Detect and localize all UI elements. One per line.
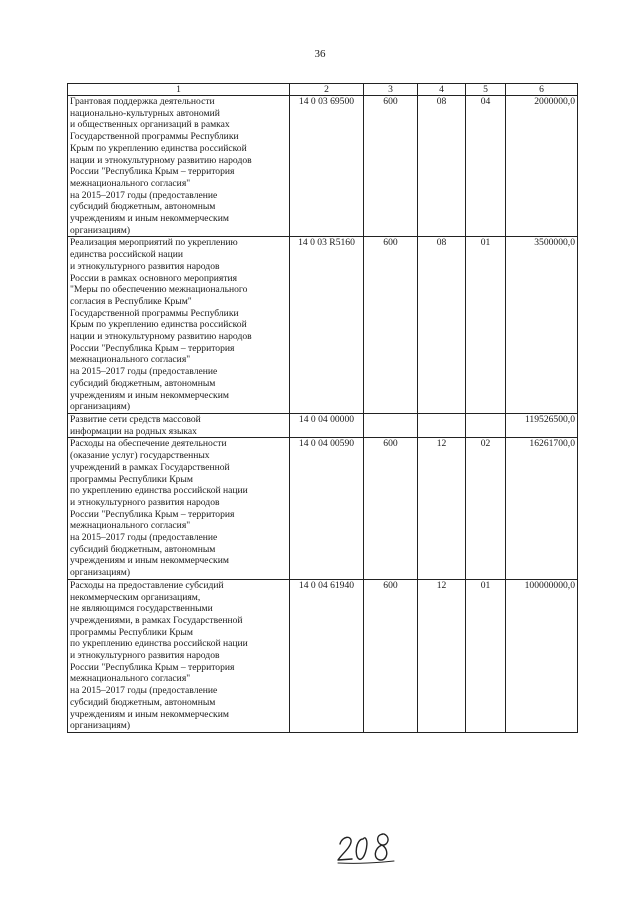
column-header: 5 (466, 84, 506, 96)
description-line: учреждениям и иным некоммерческим (70, 708, 229, 720)
description-line: межнационального согласия" (70, 520, 191, 532)
description-line: на 2015–2017 годы (предоставление (70, 189, 218, 201)
table-header-row (68, 84, 578, 96)
description-line: субсидий бюджетным, автономным (70, 696, 216, 708)
description-line: Реализация мероприятий по укреплению (70, 237, 238, 249)
description-line: на 2015–2017 годы (предоставление (70, 685, 218, 697)
section-cell: 08 (418, 237, 466, 414)
row-description (68, 579, 290, 732)
description-line: учреждениям и иным некоммерческим (70, 213, 229, 225)
column-header: 3 (364, 84, 418, 96)
page-number: 36 (314, 48, 326, 60)
description-line: России "Республика Крым – территория (70, 508, 235, 520)
budget-code-cell: 14 0 03 69500 (290, 96, 364, 237)
description-line: на 2015–2017 годы (предоставление (70, 532, 218, 544)
amount-cell: 16261700,0 (506, 438, 578, 579)
row-description (68, 413, 290, 437)
description-line: учреждений в рамках Государственной (70, 461, 230, 473)
description-line: России "Республика Крым – территория (70, 661, 235, 673)
expense-type-cell: 600 (364, 237, 418, 414)
description-line: Расходы на обеспечение деятельности (70, 438, 227, 450)
description-line: Крым по укреплению единства российской (70, 319, 247, 331)
description-line: программы Республики Крым (70, 473, 193, 485)
description-line: субсидий бюджетным, автономным (70, 543, 216, 555)
description-line: субсидий бюджетным, автономным (70, 201, 216, 213)
description-line: и общественных организаций в рамках (70, 119, 230, 131)
table-body (68, 96, 578, 733)
description-line: России в рамках основного мероприятия (70, 272, 238, 284)
expense-type-cell: 600 (364, 96, 418, 237)
section-cell (418, 413, 466, 437)
description-line: России "Республика Крым – территория (70, 342, 235, 354)
description-line: межнационального согласия" (70, 673, 191, 685)
description-line: и этнокультурного развития народов (70, 650, 220, 662)
description-line: Развитие сети средств массовой (70, 413, 201, 425)
description-line: России "Республика Крым – территория (70, 166, 235, 178)
description-line: Грантовая поддержка деятельности (70, 96, 215, 107)
description-line: и этнокультурного развития народов (70, 260, 220, 272)
budget-code-cell: 14 0 04 61940 (290, 579, 364, 732)
subsection-cell (466, 413, 506, 437)
description-line: по укреплению единства российской нации (70, 638, 248, 650)
column-header: 4 (418, 84, 466, 96)
description-line: межнационального согласия" (70, 354, 191, 366)
section-cell: 12 (418, 438, 466, 579)
description-line: не являющимся государственными (70, 603, 213, 615)
table-row (68, 438, 578, 579)
budget-table (67, 83, 578, 733)
description-line: единства российской нации (70, 249, 183, 261)
table-row (68, 579, 578, 732)
description-line: организациям) (70, 720, 131, 732)
description-line: организациям) (70, 401, 131, 413)
column-header: 6 (506, 84, 578, 96)
description-line: организациям) (70, 567, 131, 579)
table-row (68, 413, 578, 437)
section-cell: 08 (418, 96, 466, 237)
description-line: нации и этнокультурному развитию народов (70, 331, 252, 343)
description-line: Крым по укреплению единства российской (70, 142, 247, 154)
section-cell: 12 (418, 579, 466, 732)
expense-type-cell: 600 (364, 579, 418, 732)
description-line: субсидий бюджетным, автономным (70, 377, 216, 389)
table-row (68, 237, 578, 414)
expense-type-cell: 600 (364, 438, 418, 579)
description-line: информации на родных языках (70, 425, 197, 437)
budget-code-cell: 14 0 04 00590 (290, 438, 364, 579)
column-header: 2 (290, 84, 364, 96)
subsection-cell: 01 (466, 579, 506, 732)
description-line: некоммерческим организациям, (70, 591, 201, 603)
description-line: Государственной программы Республики (70, 307, 239, 319)
description-line: по укреплению единства российской нации (70, 485, 248, 497)
description-line: организациям) (70, 224, 131, 236)
row-description (68, 438, 290, 579)
description-line: (оказание услуг) государственных (70, 450, 210, 462)
row-description (68, 96, 290, 237)
description-line: согласия в Республике Крым" (70, 295, 192, 307)
table-row (68, 96, 578, 237)
handwritten-page-number (336, 830, 398, 866)
amount-cell: 119526500,0 (506, 413, 578, 437)
description-line: на 2015–2017 годы (предоставление (70, 366, 218, 378)
subsection-cell: 01 (466, 237, 506, 414)
amount-cell: 3500000,0 (506, 237, 578, 414)
subsection-cell: 04 (466, 96, 506, 237)
description-line: межнационального согласия" (70, 177, 191, 189)
description-line: Расходы на предоставление субсидий (70, 579, 224, 591)
row-description (68, 237, 290, 414)
description-line: "Меры по обеспечению межнационального (70, 284, 248, 296)
amount-cell: 2000000,0 (506, 96, 578, 237)
description-line: и этнокультурного развития народов (70, 496, 220, 508)
budget-code-cell: 14 0 03 R5160 (290, 237, 364, 414)
expense-type-cell (364, 413, 418, 437)
budget-code-cell: 14 0 04 00000 (290, 413, 364, 437)
description-line: программы Республики Крым (70, 626, 193, 638)
description-line: учреждениям и иным некоммерческим (70, 555, 229, 567)
amount-cell: 100000000,0 (506, 579, 578, 732)
column-header: 1 (68, 84, 290, 96)
description-line: нации и этнокультурному развитию народов (70, 154, 252, 166)
description-line: учреждениям и иным некоммерческим (70, 389, 229, 401)
description-line: национально-культурных автономий (70, 107, 220, 119)
description-line: Государственной программы Республики (70, 131, 239, 143)
subsection-cell: 02 (466, 438, 506, 579)
description-line: учреждениями, в рамках Государственной (70, 614, 243, 626)
